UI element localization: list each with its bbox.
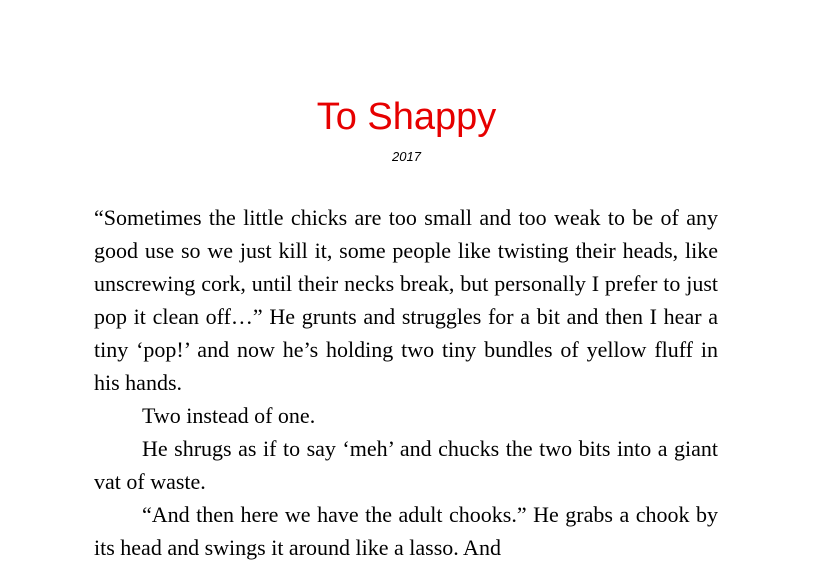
paragraph: “Sometimes the little chicks are too small and too weak to be of any good use so we just kill it, some people like twisting their heads, like unscrewing cork, until their necks break, but personally I prefer to just pop it clean off…” He grunts and struggles for a bit and then I hear a tiny ‘pop!’ and now he’s holding two tiny bundles of yellow fluff in his hands. <box>94 205 718 395</box>
paragraph: He shrugs as if to say ‘meh’ and chucks the two bits into a giant vat of waste. <box>94 436 718 494</box>
document-body <box>94 201 718 564</box>
paragraph: “And then here we have the adult chooks.” He grabs a chook by its head and swings it around like a lasso. And <box>94 502 718 560</box>
document-title: To Shappy <box>316 96 497 138</box>
paragraph: Two instead of one. <box>142 403 316 428</box>
document-year: 2017 <box>392 149 421 164</box>
